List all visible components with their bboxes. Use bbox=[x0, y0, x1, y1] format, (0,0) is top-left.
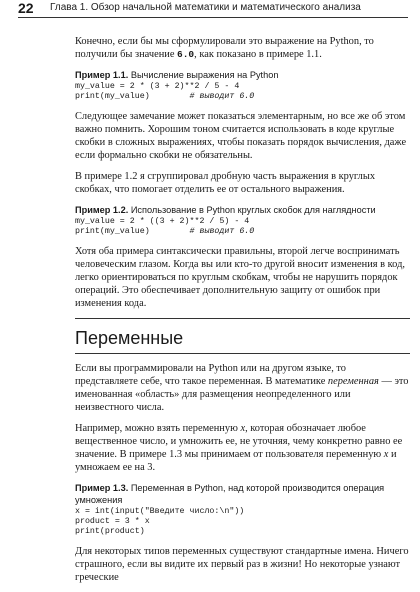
paragraph-6-text-before: Например, можно взять переменную bbox=[75, 423, 241, 434]
paragraph-6-text-after: и умножаем ее на 3. bbox=[75, 449, 397, 473]
variable-x: x bbox=[240, 423, 246, 434]
example-2-title bbox=[75, 204, 410, 216]
inline-code-value: 6.0 bbox=[177, 49, 195, 60]
example-3-caption: Переменная в Python, над которой производится операция умножения bbox=[75, 483, 385, 505]
code-line bbox=[75, 227, 410, 237]
paragraph-5-text-before: Если вы программировали на Python или на другом языке, то представляете себе, что такое переменная. В математике bbox=[75, 363, 346, 387]
example-1-label: Пример 1.1. bbox=[75, 70, 129, 80]
section-title: Переменные bbox=[75, 328, 184, 348]
code-comment: # выводит 6.0 bbox=[189, 92, 255, 101]
code-line: x = int(input("Введите число:\n")) bbox=[75, 507, 245, 516]
paragraph-5 bbox=[75, 362, 410, 414]
example-2-label: Пример 1.2. bbox=[75, 205, 129, 215]
section-bottom-rule bbox=[75, 353, 410, 354]
code-text: print(my_value) bbox=[75, 227, 150, 236]
example-2-code bbox=[75, 217, 410, 237]
code-line: my_value = 2 * (3 + 2)**2 / 5 - 4 bbox=[75, 82, 240, 91]
paragraph-6 bbox=[75, 422, 410, 474]
example-1-code bbox=[75, 82, 410, 102]
paragraph-3: В примере 1.2 я сгруппировал дробную часть выражения в круглых скобках, что помогает отделить ее от остального выражения. bbox=[75, 171, 376, 195]
example-3-title bbox=[75, 482, 410, 506]
example-1-title bbox=[75, 69, 410, 81]
code-line: print(product) bbox=[75, 527, 145, 536]
section-top-rule bbox=[75, 318, 410, 319]
paragraph-1-text-after: , как показано в примере 1.1. bbox=[194, 49, 322, 60]
code-comment: # выводит 6.0 bbox=[189, 227, 255, 236]
code-line: my_value = 2 * ((3 + 2)**2 / 5) - 4 bbox=[75, 217, 250, 226]
example-1-caption: Вычисление выражения на Python bbox=[128, 70, 279, 80]
example-3-label: Пример 1.3. bbox=[75, 483, 129, 493]
example-2-caption: Использование в Python круглых скобок для наглядности bbox=[128, 205, 376, 215]
emphasized-term: переменная bbox=[327, 376, 379, 387]
paragraph-6-text-mid: , которая обозначает любое вещественное число, и умножить ее, не уточняя, чему конкретно равно ее значение. В примере 1.3 мы принимаем от пользователя переменную bbox=[75, 423, 403, 460]
paragraph-7: Для некоторых типов переменных существуют стандартные имена. Ничего страшного, если вы видите их первый раз в жизни! Но некоторые узнают греческие bbox=[75, 546, 409, 583]
page-header bbox=[0, 0, 420, 18]
page-content bbox=[75, 35, 410, 592]
code-text: print(my_value) bbox=[75, 92, 150, 101]
page-number: 22 bbox=[18, 0, 34, 16]
paragraph-1-text-before: Конечно, если бы мы сформулировали это выражение на Python, то получили бы значение bbox=[75, 36, 374, 60]
running-head: Глава 1. Обзор начальной математики и математического анализа bbox=[50, 2, 361, 13]
code-line: product = 3 * x bbox=[75, 517, 150, 526]
variable-x: x bbox=[383, 449, 389, 460]
paragraph-5-text-after: — это именованная «область» для размещения неопределенного или неизвестного числа. bbox=[75, 376, 409, 413]
paragraph-1 bbox=[75, 35, 410, 61]
example-3-code bbox=[75, 507, 410, 537]
code-line bbox=[75, 92, 410, 102]
paragraph-4: Хотя оба примера синтаксически правильны, второй легче воспринимать человеческим глазом. Когда вы или кто-то другой вносит изменения в код, легко ориентироваться по круглым скобкам, чтобы не нарушить порядок операций. Это обеспечивает дополнительную защиту от ошибок при изменения кода. bbox=[75, 246, 405, 309]
paragraph-2: Следующее замечание может показаться элементарным, но все же об этом важно помнить. Хорошим тоном считается использовать в коде круглые скобки в сложных выражениях, чтобы показать порядок вычисления, даже если формально скобки не обязательны. bbox=[75, 111, 407, 161]
header-rule bbox=[18, 17, 408, 18]
